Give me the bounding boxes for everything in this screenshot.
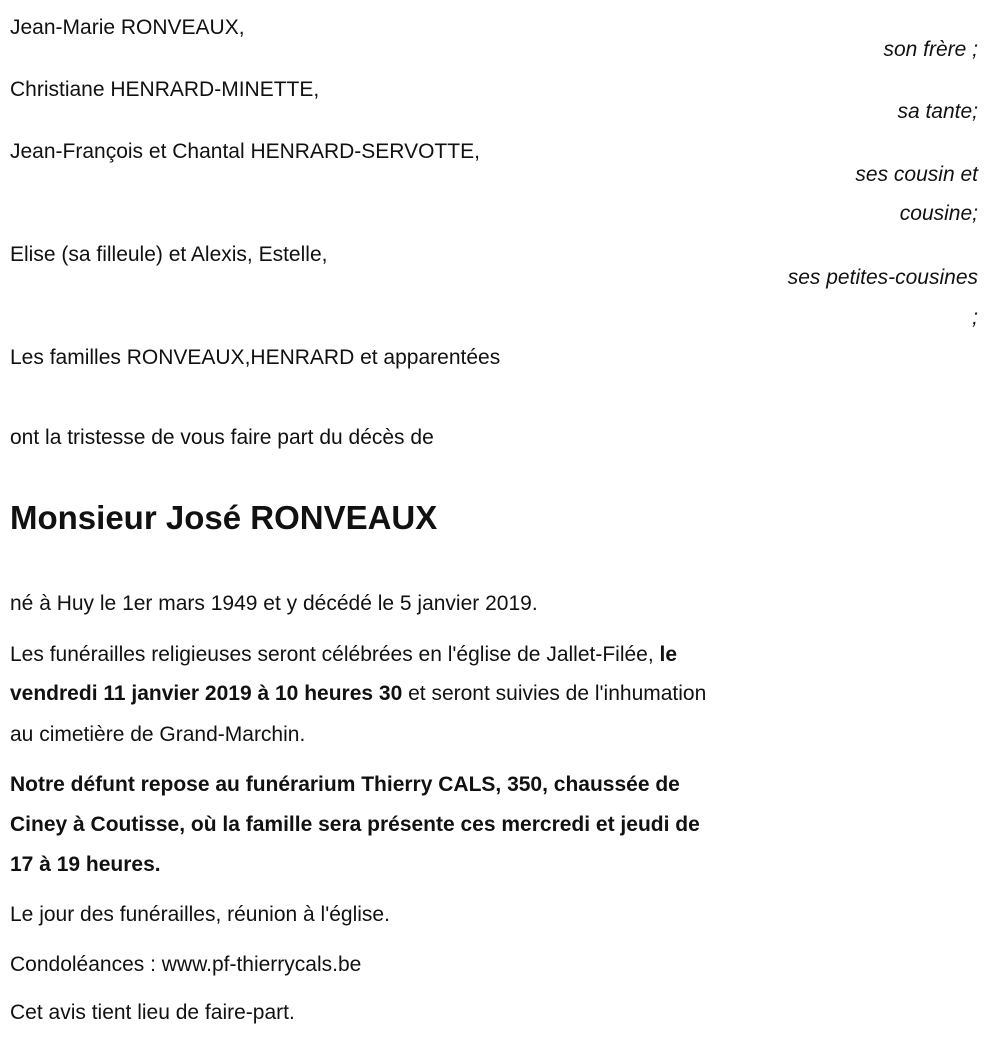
relative-relation: ses petites-cousines: [787, 266, 978, 289]
relative-name: Christiane HENRARD-MINETTE,: [10, 78, 320, 101]
relative-relation: sa tante;: [897, 100, 978, 123]
condolences: Condoléances : www.pf-thierrycals.be: [10, 953, 362, 976]
meeting: Le jour des funérailles, réunion à l'église.: [10, 903, 390, 926]
funeral-line: au cimetière de Grand-Marchin.: [10, 723, 306, 746]
relative-name: Jean-Marie RONVEAUX,: [10, 16, 245, 39]
funeral-date: vendredi 11 janvier 2019 à 10 heures 30: [10, 682, 403, 705]
funeral-line: [10, 642, 677, 668]
relative-relation: son frère ;: [883, 38, 978, 61]
funeral-line: [10, 681, 706, 707]
relative-relation: ses cousin et: [855, 163, 978, 186]
rest-line: Ciney à Coutisse, où la famille sera présente ces mercredi et jeudi de: [10, 813, 700, 836]
relative-name: Jean-François et Chantal HENRARD-SERVOTTE,: [10, 140, 480, 163]
families: Les familles RONVEAUX,HENRARD et apparentées: [10, 346, 501, 369]
notice: Cet avis tient lieu de faire-part.: [10, 1001, 295, 1024]
deceased-name: Monsieur José RONVEAUX: [10, 499, 438, 536]
announcement: ont la tristesse de vous faire part du décès de: [10, 426, 434, 449]
funeral-text: et seront suivies de l'inhumation: [402, 682, 707, 705]
birth-death: né à Huy le 1er mars 1949 et y décédé le 5 janvier 2019.: [10, 592, 538, 615]
funeral-date-start: le: [659, 643, 678, 666]
funeral-text: Les funérailles religieuses seront célébrées en l'église de Jallet-Filée,: [10, 643, 660, 666]
rest-line: 17 à 19 heures.: [10, 853, 161, 876]
relative-relation: cousine;: [899, 202, 978, 225]
relative-name: Elise (sa filleule) et Alexis, Estelle,: [10, 243, 328, 266]
relative-relation: ;: [972, 306, 978, 329]
rest-line: Notre défunt repose au funérarium Thierry CALS, 350, chaussée de: [10, 773, 680, 796]
